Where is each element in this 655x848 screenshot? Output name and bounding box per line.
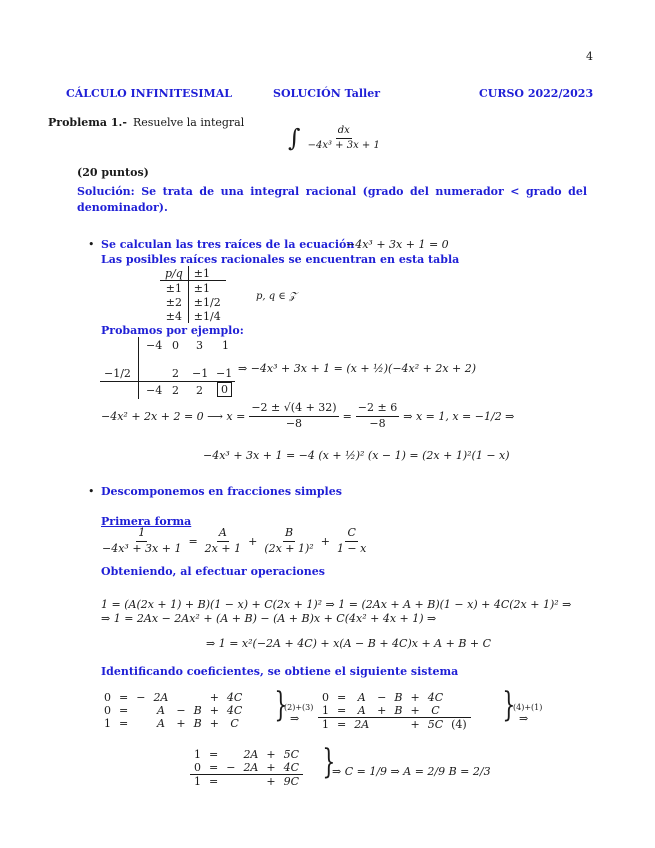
term-c-fraction: $\frac{C}{1 - x}$ (336, 526, 367, 555)
quadratic-left: −4x² + 2x + 2 = 0 ⟶ x = (101, 409, 246, 423)
ruffini-mid: −1 (216, 367, 233, 380)
expansion-line-3: ⇒ 1 = x²(−2A + 4C) + x(A − B + 4C)x + A + B + C (206, 637, 492, 650)
system-2: 0 = A − B + 4C 1 = A + B + C 1 = 2A + 5C (4) (318, 691, 471, 731)
quadratic-result: ⇒ x = 1, x = −1/2 ⇒ (403, 409, 515, 423)
system-3: 1 = 2A + 5C 0 = − 2A + 4C 1 = + 9C (190, 748, 303, 788)
quadratic-fraction-2: $\frac{-2 \pm 6}{-8}$ (357, 401, 398, 430)
table-cell: ±1/4 (193, 309, 221, 323)
brace-1: } (274, 685, 288, 725)
first-form-heading: Primera forma (101, 515, 192, 528)
ruffini-mid: −1 (192, 367, 209, 380)
factorization-1: ⇒ −4x³ + 3x + 1 = (x + ½)(−4x² + 2x + 2) (238, 362, 477, 375)
final-result: ⇒ C = 1/9 ⇒ A = 2/9 B = 2/3 (332, 765, 491, 778)
ruffini-scheme (100, 337, 240, 401)
roots-bullet: Se calculan las tres raíces de la ecuación (101, 238, 355, 251)
obtaining-label: Obteniendo, al efectuar operaciones (101, 565, 325, 578)
integral-fraction: $\frac{dx}{\text{−4x³ + 3x + 1}}$ (307, 125, 380, 151)
implies-arrow-2: ⇒ (519, 712, 529, 725)
implies-arrow-1: ⇒ (290, 712, 300, 725)
term-a-fraction: $\frac{A}{2x + 1}$ (204, 526, 242, 555)
bullet-dot-1: • (88, 238, 95, 251)
page-number: 4 (586, 50, 593, 63)
term-b-fraction: $\frac{B}{\text{(2x + 1)²}}$ (264, 526, 314, 555)
system-1: 0 = − 2A + 4C 0 = A − B + 4C 1 = A + B + C (104, 691, 243, 730)
integral-sign: ∫ (288, 124, 301, 152)
header-course: CÁLCULO INFINITESIMAL (66, 87, 232, 100)
roots-equation: −4x³ + 3x + 1 = 0 (346, 238, 449, 251)
partial-fractions: $\frac{1}{\text{−4x³ + 3x + 1}}$ = $\frac{A}{2x + 1}$ + $\frac{B}{\text{(2x + 1)²}}$ + $\frac{C}{1 - x}$ (102, 526, 367, 555)
ruffini-root: −1/2 (104, 367, 131, 380)
identifying-label: Identificando coeficientes, se obtiene el siguiente sistema (101, 665, 459, 678)
quadratic-line (101, 402, 514, 430)
ruffini-mid: 2 (172, 367, 179, 380)
table-head-pq: p/q (160, 266, 188, 281)
expansion-line-1: 1 = (A(2x + 1) + B)(1 − x) + C(2x + 1)² ⇒ 1 = (2Ax + A + B)(1 − x) + 4C(2x + 1)² ⇒ (101, 598, 572, 611)
operation-1: (2)+(3) (284, 703, 314, 712)
bullet-dot-2: • (88, 485, 95, 498)
expansion-line-2: ⇒ 1 = 2Ax − 2Ax² + (A + B) − (A + B)x + C(4x² + 4x + 1) ⇒ (101, 612, 437, 625)
ruffini-bottom: −4 (146, 384, 163, 397)
problem-label: Problema 1.- (48, 116, 127, 129)
brace-2: } (502, 685, 516, 725)
operation-2: (4)+(1) (513, 703, 543, 712)
table-cell: ±4 (160, 309, 188, 323)
try-label: Probamos por ejemplo: (101, 324, 244, 337)
solution-lead: Solución: Se trata de una integral racional (grado del numerador < grado del denominador). (77, 185, 587, 214)
factorization-final: −4x³ + 3x + 1 = −4 (x + ½)² (x − 1) = (2x + 1)²(1 − x) (203, 449, 510, 462)
possible-roots: Las posibles raíces racionales se encuentran en esta tabla (101, 253, 460, 266)
ruffini-bottom: 2 (196, 384, 203, 397)
header-title: SOLUCIÓN Taller (273, 87, 381, 100)
pq-note: p, q ∈ 𝒵 (256, 291, 297, 302)
ruffini-top: −4 (146, 339, 163, 352)
table-cell: ±1 (160, 281, 188, 296)
rational-roots-table (160, 266, 226, 323)
integral-expression (288, 124, 382, 152)
ruffini-bottom: 2 (172, 384, 179, 397)
brace-3: } (322, 742, 336, 782)
table-cell: ±1/2 (193, 295, 221, 309)
table-cell: ±2 (160, 295, 188, 309)
ruffini-top: 0 (172, 339, 179, 352)
table-cell: ±1 (193, 281, 211, 295)
points: (20 puntos) (77, 166, 149, 179)
problem-statement: Resuelve la integral (133, 116, 245, 129)
quadratic-fraction-1: $\frac{-2 \pm √(4 + 32)}{-8}$ (251, 401, 337, 430)
ruffini-remainder: 0 (217, 382, 232, 397)
ruffini-top: 3 (196, 339, 203, 352)
lhs-fraction: $\frac{1}{\text{−4x³ + 3x + 1}}$ (102, 526, 182, 555)
quadratic-equals: = (342, 409, 352, 423)
ruffini-top: 1 (222, 339, 229, 352)
header-year: CURSO 2022/2023 (479, 87, 594, 100)
fractions-bullet: Descomponemos en fracciones simples (101, 485, 342, 498)
table-head-q: ±1 (188, 266, 225, 281)
